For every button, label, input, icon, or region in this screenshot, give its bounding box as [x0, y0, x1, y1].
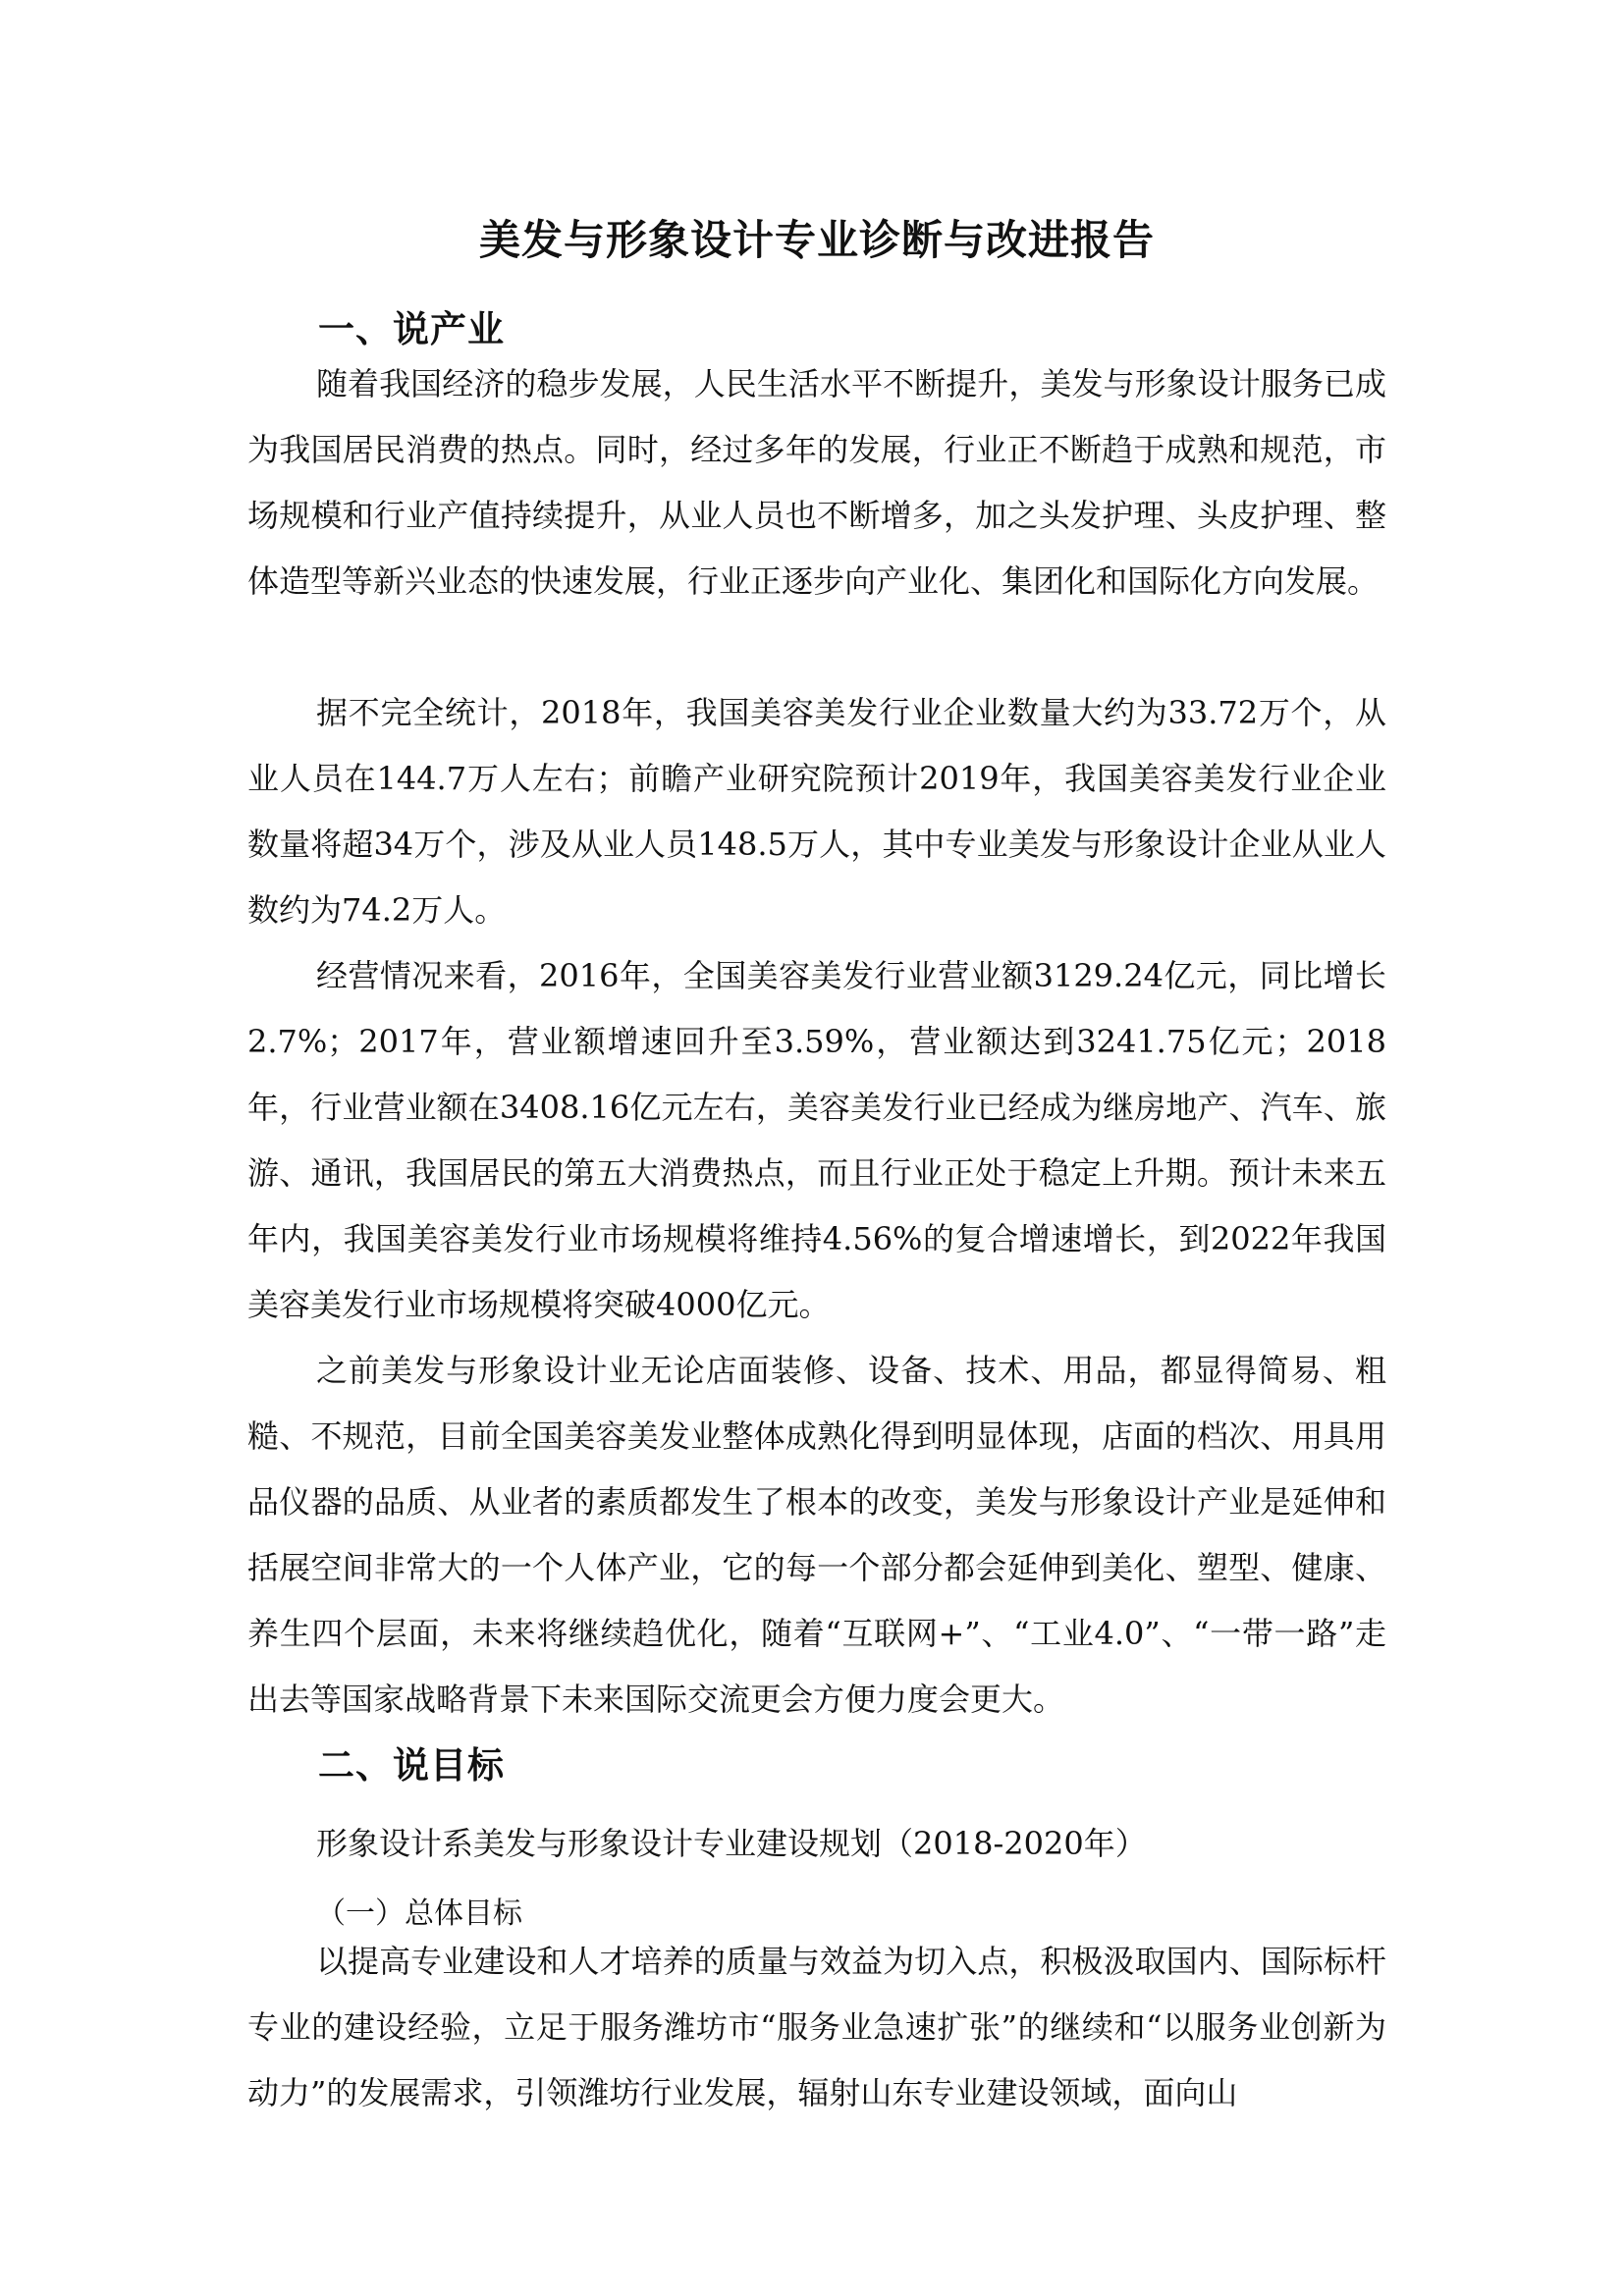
paragraph-business-revenue: 经营情况来看，2016年，全国美容美发行业营业额3129.24亿元，同比增长2.7%；2017年，营业额增速回升至3.59%，营业额达到3241.75亿元；2018年，行业营业额在3408.16亿元左右，美容美发行业已经成为继房地产、汽车、旅游、通讯，我国居民的第五大消费热点，而且行业正处于稳定上升期。预计未来五年内，我国美容美发行业市场规模将维持4.56%的复合增速增长，到2022年我国美容美发行业市场规模将突破4000亿元。 [247, 957, 1386, 1323]
plan-line: 形象设计系美发与形象设计专业建设规划（2018-2020年） [316, 1825, 1147, 1862]
document-title: 美发与形象设计专业诊断与改进报告 [478, 216, 1155, 264]
paragraph-industry-development: 随着我国经济的稳步发展，人民生活水平不断提升，美发与形象设计服务已成为我国居民消费的热点。同时，经过多年的发展，行业正不断趋于成熟和规范，市场规模和行业产值持续提升，从业人员也不断增多，加之头发护理、头皮护理、整体造型等新兴业态的快速发展，行业正逐步向产业化、集团化和国际化方向发展。 [247, 365, 1386, 600]
paragraph-industry-statistics: 据不完全统计，2018年，我国美容美发行业企业数量大约为33.72万个，从业人员在144.7万人左右；前瞻产业研究院预计2019年，我国美容美发行业企业数量将超34万个，涉及从业人员148.5万人，其中专业美发与形象设计企业从业人数约为74.2万人。 [247, 694, 1386, 929]
section-heading-industry: 一、说产业 [318, 307, 505, 350]
subheading-overall-goal: （一）总体目标 [316, 1896, 522, 1931]
paragraph-industry-outlook: 之前美发与形象设计业无论店面装修、设备、技术、用品，都显得简易、粗糙、不规范，目前全国美容美发业整体成熟化得到明显体现，店面的档次、用具用品仪器的品质、从业者的素质都发生了根本的改变，美发与形象设计产业是延伸和括展空间非常大的一个人体产业，它的每一个部分都会延伸到美化、塑型、健康、养生四个层面，未来将继续趋优化，随着“互联网+”、“工业4.0”、“一带一路”走出去等国家战略背景下未来国际交流更会方便力度会更大。 [247, 1352, 1386, 1718]
paragraph-overall-goal: 以提高专业建设和人才培养的质量与效益为切入点，积极汲取国内、国际标杆专业的建设经验，立足于服务潍坊市“服务业急速扩张”的继续和“以服务业创新为动力”的发展需求，引领潍坊行业发展，辐射山东专业建设领域，面向山 [247, 1943, 1386, 2111]
section-heading-goals: 二、说目标 [318, 1743, 505, 1787]
